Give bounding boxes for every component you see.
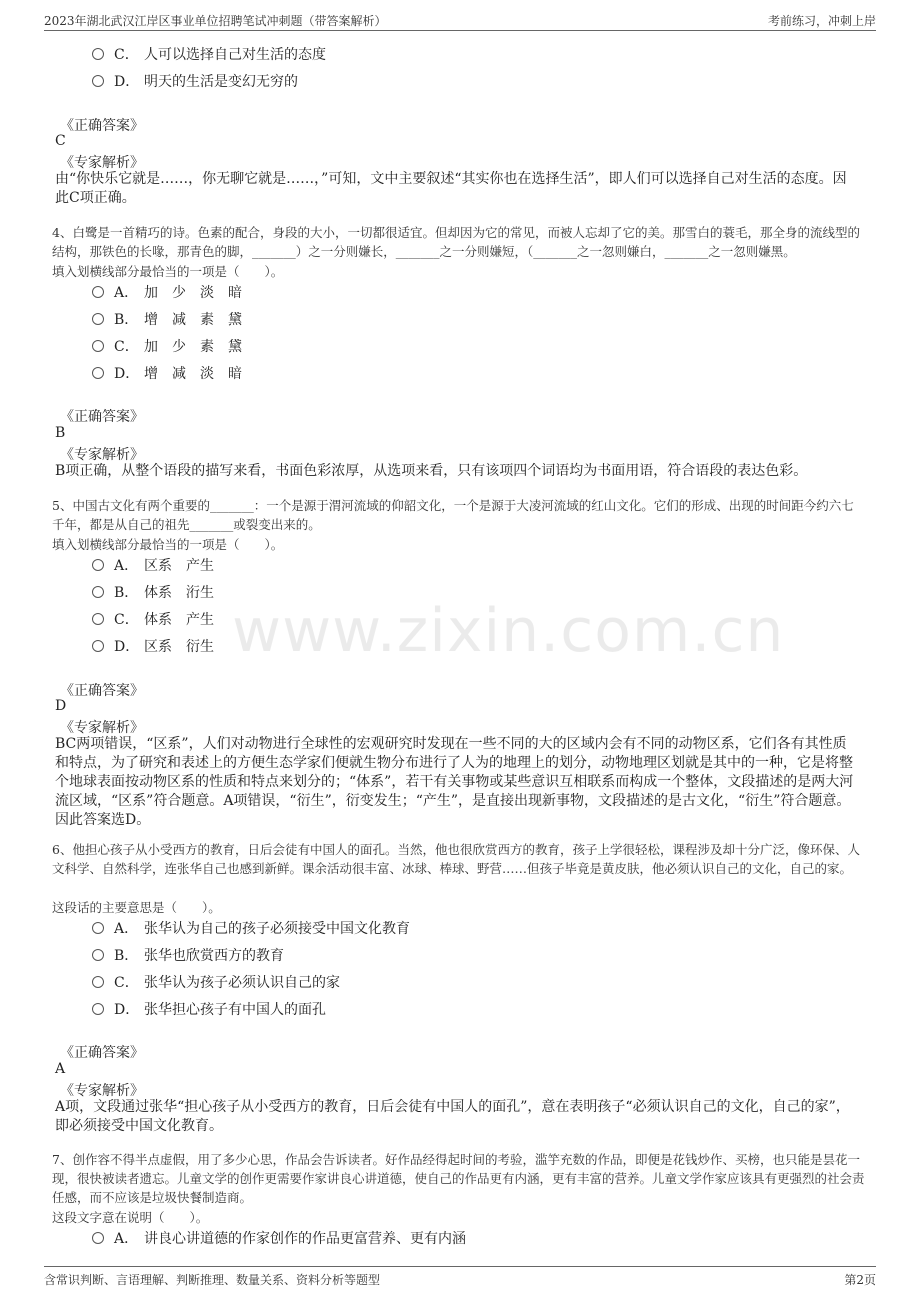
analysis-text: BC两项错误，“区系”，人们对动物进行全球性的宏观研究时发现在一些不同的大的区域内会有不同的动物区系，它们各有其性质和特点，为了研究和表述上的方便生态学家们便就生物分布进行了人为的地理上的划分，动物地理区划就是其中的一种，它是将整个地球表面按动物区系的性质和特点来划分的；“体系”，若干有关事物或某些意识互相联系而构成一个整体，文段描述的是两大河流区域，“区系”符合题意。A项错误，“衍生”，衍变发生；“产生”，是直接出现新事物，文段描述的是古文化，“衍生”符合题意。因此答案选D。	[55, 736, 854, 828]
q5-option-c[interactable]: C． 体系 产生	[92, 609, 214, 631]
answer-label: 《正确答案》	[60, 1045, 144, 1061]
q7-option-a[interactable]: A． 讲良心讲道德的作家创作的作品更富营养、更有内涵	[92, 1228, 466, 1250]
page-header	[44, 8, 876, 31]
question-5-text: 5、中国古文化有两个重要的_______：一个是源于渭河流域的仰韶文化，一个是源于大凌河流域的红山文化。它们的形成、出现的时间距今约六七千年，都是从自己的祖先_______或裂变出来的。	[52, 498, 854, 532]
footer-note: 含常识判断、言语理解、判断推理、数量关系、资料分析等题型	[44, 1273, 381, 1287]
radio-icon[interactable]	[92, 48, 104, 60]
q6-option-a[interactable]: A． 张华认为自己的孩子必须接受中国文化教育	[92, 918, 410, 940]
radio-icon[interactable]	[92, 976, 104, 988]
watermark: www.zixin.com.cn	[232, 596, 785, 666]
answer-label: 《正确答案》	[60, 683, 144, 699]
analysis-label: 《专家解析》	[60, 720, 144, 736]
answer-label: 《正确答案》	[60, 409, 144, 425]
page-number: 第2页	[844, 1273, 876, 1287]
radio-icon[interactable]	[92, 1232, 104, 1244]
q4-option-b[interactable]: B． 增 减 素 黛	[92, 309, 242, 331]
question-6-prompt: 这段话的主要意思是（ ）。	[52, 900, 221, 915]
analysis-label: 《专家解析》	[60, 155, 144, 171]
answer-label: 《正确答案》	[60, 118, 144, 134]
page-footer	[44, 1266, 876, 1291]
analysis-label: 《专家解析》	[60, 1083, 144, 1099]
radio-icon[interactable]	[92, 340, 104, 352]
q5-option-a[interactable]: A． 区系 产生	[92, 555, 214, 577]
answer-value: C	[55, 133, 66, 149]
radio-icon[interactable]	[92, 949, 104, 961]
analysis-text: A项，文段通过张华“担心孩子从小受西方的教育，日后会徒有中国人的面孔”，意在表明孩子“必须认识自己的文化，自己的家”，即必须接受中国文化教育。	[55, 1099, 850, 1134]
q4-option-c[interactable]: C． 加 少 素 黛	[92, 336, 242, 358]
radio-icon[interactable]	[92, 640, 104, 652]
analysis-text: 由“你快乐它就是……，你无聊它就是……，”可知，文中主要叙述“其实你也在选择生活”，即人们可以选择自己对生活的态度。因此C项正确。	[55, 171, 847, 206]
radio-icon[interactable]	[92, 613, 104, 625]
answer-value: D	[55, 698, 67, 714]
radio-icon[interactable]	[92, 586, 104, 598]
radio-icon[interactable]	[92, 286, 104, 298]
header-title: 2023年湖北武汉江岸区事业单位招聘笔试冲刺题（带答案解析）	[44, 14, 387, 28]
radio-icon[interactable]	[92, 367, 104, 379]
question-5-prompt: 填入划横线部分最恰当的一项是（ ）。	[52, 537, 284, 552]
radio-icon[interactable]	[92, 313, 104, 325]
answer-value: B	[55, 425, 66, 441]
answer-value: A	[55, 1061, 66, 1077]
question-4-prompt: 填入划横线部分最恰当的一项是（ ）。	[52, 264, 284, 279]
analysis-label: 《专家解析》	[60, 447, 144, 463]
option-c[interactable]: C． 人可以选择自己对生活的态度	[92, 44, 326, 66]
option-d[interactable]: D． 明天的生活是变幻无穷的	[92, 71, 298, 93]
q6-option-d[interactable]: D． 张华担心孩子有中国人的面孔	[92, 999, 326, 1021]
question-7-prompt: 这段文字意在说明（ ）。	[52, 1210, 209, 1225]
radio-icon[interactable]	[92, 922, 104, 934]
q5-option-b[interactable]: B． 体系 洐生	[92, 582, 214, 604]
q6-option-b[interactable]: B． 张华也欣赏西方的教育	[92, 945, 284, 967]
question-7-text: 7、创作容不得半点虚假，用了多少心思，作品会告诉读者。好作品经得起时间的考验，滥竽充数的作品，即便是花钱炒作、买榜，也只能是昙花一现，很快被读者遗忘。儿童文学的创作更需要作家讲良心讲道德，使自己的作品更有内涵，更有丰富的营养。儿童文学作家应该具有更强烈的社会责任感，而不应该是垃圾快餐制造商。	[52, 1152, 865, 1205]
radio-icon[interactable]	[92, 75, 104, 87]
radio-icon[interactable]	[92, 1003, 104, 1015]
question-4-text: 4、白鹭是一首精巧的诗。色素的配合，身段的大小，一切都很适宜。但却因为它的常见，而被人忘却了它的美。那雪白的蓑毛，那全身的流线型的结构，那铁色的长喙，那青色的脚，_______）之一分则嫌长，_______之一分则嫌短，（_______之一忽则嫌白，_______之一忽则嫌黑。	[52, 225, 860, 259]
q5-option-d[interactable]: D． 区系 衍生	[92, 636, 214, 658]
header-slogan: 考前练习，冲刺上岸	[767, 14, 876, 28]
q4-option-d[interactable]: D． 增 减 淡 暗	[92, 363, 242, 385]
radio-icon[interactable]	[92, 559, 104, 571]
q6-option-c[interactable]: C． 张华认为孩子必须认识自己的家	[92, 972, 340, 994]
analysis-text: B项正确，从整个语段的描写来看，书面色彩浓厚，从选项来看，只有该项四个词语均为书面用语，符合语段的表达色彩。	[55, 463, 808, 479]
question-6-text: 6、他担心孩子从小受西方的教育，日后会徒有中国人的面孔。当然，他也很欣赏西方的教育，孩子上学很轻松，课程涉及却十分广泛，像环保、人文科学、自然科学，连张华自己也感到新鲜。课余活动很丰富、冰球、棒球、野营……但孩子毕竟是黄皮肤，他必须认识自己的文化，自己的家。	[52, 842, 860, 876]
q4-option-a[interactable]: A． 加 少 淡 暗	[92, 282, 242, 304]
